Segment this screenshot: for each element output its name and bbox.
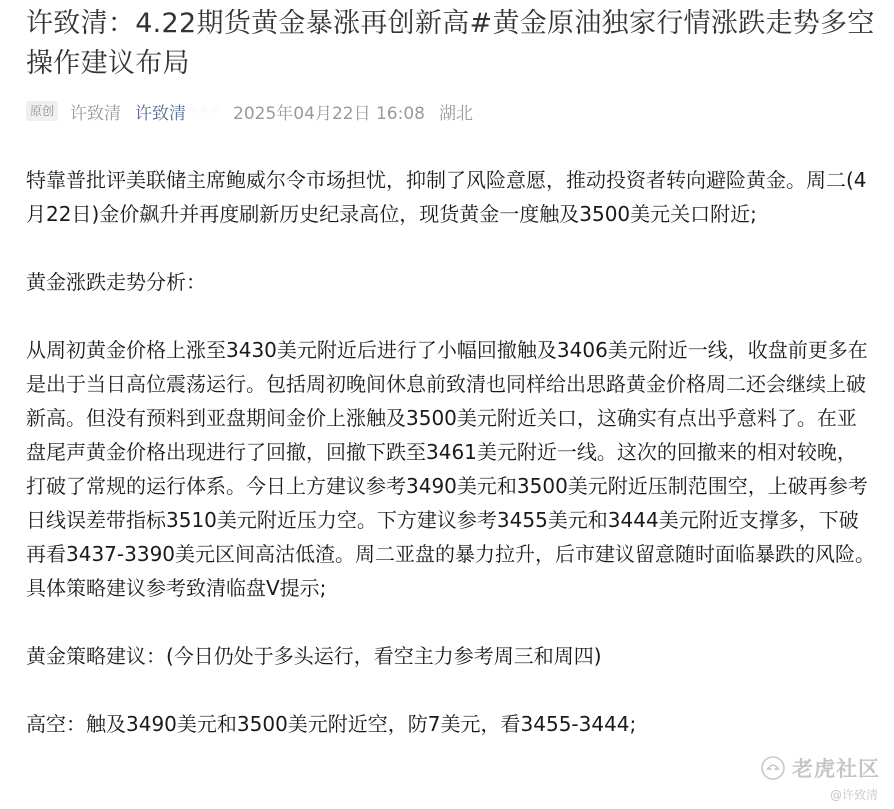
article-body <box>26 163 876 741</box>
paragraph: 从周初黄金价格上涨至3430美元附近后进行了小幅回撤触及3406美元附近一线，收盘前更多在是出于当日高位震荡运行。包括周初晚间休息前致清也同样给出思路黄金价格周二还会继续上破新高。但没有预料到亚盘期间金价上涨触及3500美元附近关口，这确实有点出乎意料了。在亚盘尾声黄金价格出现进行了回撤，回撤下跌至3461美元附近一线。这次的回撤来的相对较晚，打破了常规的运行体系。今日上方建议参考3490美元和3500美元附近压制范围空，上破再参考日线误差带指标3510美元附近压力空。下方建议参考3455美元和3444美元附近支撑多，下破再看3437-3390美元区间高沽低渣。周二亚盘的暴力拉升，后市建议留意随时面临暴跌的风险。具体策略建议参考致清临盘V提示; <box>26 338 876 600</box>
paragraph: 黄金策略建议：(今日仍处于多头运行，看空主力参考周三和周四) <box>26 644 602 668</box>
article-meta <box>26 98 473 124</box>
account-name-blurred: · · · <box>190 101 218 121</box>
watermark-handle: @许致清 <box>829 788 878 802</box>
original-badge: 原创 <box>26 101 58 121</box>
account-name-link[interactable]: 许致清 <box>135 103 187 124</box>
tiger-logo-icon <box>760 755 786 781</box>
publish-date: 2025年04月22日 16:08 <box>233 103 425 124</box>
author-name[interactable]: 许致清 <box>70 103 122 124</box>
paragraph: 特靠普批评美联储主席鲍威尔令市场担忧，抑制了风险意愿，推动投资者转向避险黄金。周二(4月22日)金价飙升并再度刷新历史纪录高位，现货黄金一度触及3500美元关口附近; <box>26 168 867 226</box>
publish-location: 湖北 <box>438 103 473 124</box>
paragraph: 黄金涨跌走势分析： <box>26 270 206 294</box>
article-title: 许致清：4.22期货黄金暴涨再创新高#黄金原油独家行情涨跌走势多空操作建议布局 <box>26 8 875 79</box>
paragraph: 高空：触及3490美元和3500美元附近空，防7美元，看3455-3444; <box>26 712 637 736</box>
community-watermark <box>760 753 880 783</box>
watermark-brand: 老虎社区 <box>792 757 880 781</box>
